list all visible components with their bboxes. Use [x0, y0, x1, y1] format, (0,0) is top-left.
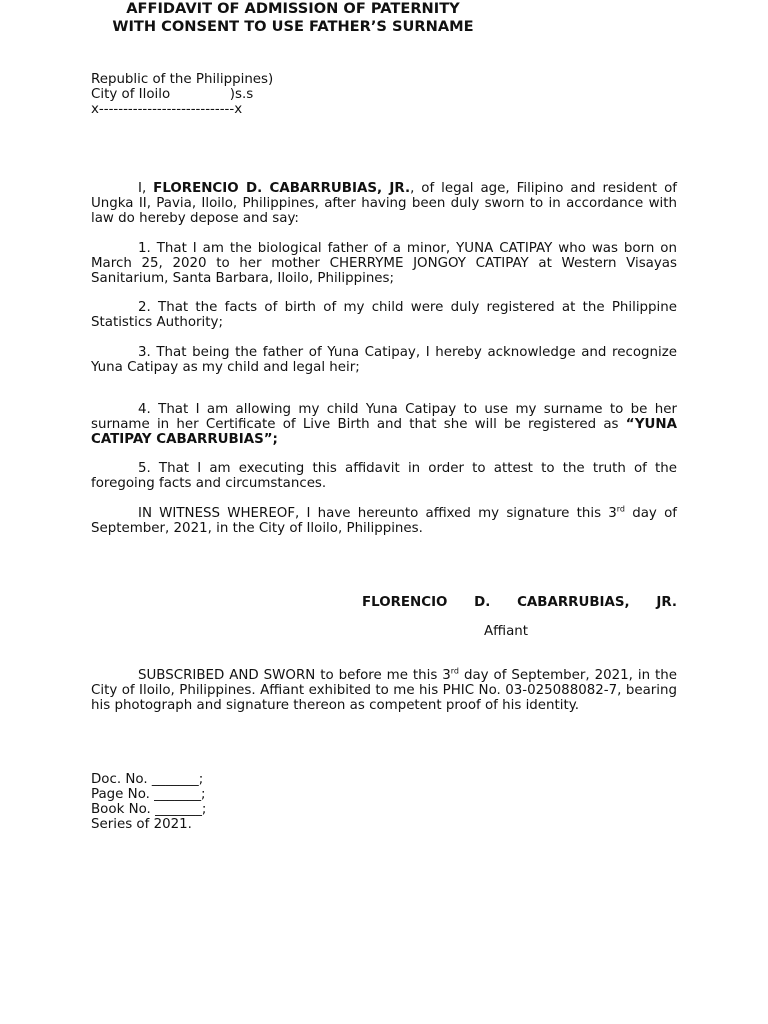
paragraph-4: 4. That I am allowing my child Yuna Catipay to use my surname to be her surname in her Certificate of Live Birth and that she will be registered as “YUNA CATIPAY CABARRUBIAS”; [91, 402, 677, 447]
witness-paragraph: IN WITNESS WHEREOF, I have hereunto affixed my signature this 3rd day of September, 2021, in the City of Iloilo, Philippines. [91, 504, 677, 536]
page-number: Page No. _______; [91, 787, 206, 802]
affiant-name-inline: FLORENCIO D. CABARRUBIAS, JR. [153, 181, 411, 196]
title-line-2: WITH CONSENT TO USE FATHER’S SURNAME [112, 18, 474, 35]
venue-block [91, 72, 351, 117]
registered-name: “YUNA CATIPAY CABARRUBIAS”; [91, 417, 677, 447]
intro-rest: , of legal age, Filipino and resident of Ungka II, Pavia, Iloilo, Philippines, after having been duly sworn to in accordance with law do hereby depose and say: [91, 181, 677, 226]
affiant-label: Affiant [484, 624, 529, 639]
jurat-paragraph: SUBSCRIBED AND SWORN to before me this 3rd day of September, 2021, in the City of Iloilo, Philippines. Affiant exhibited to me his PHIC No. 03-025088082-7, bearing his photograph and signature thereon as competent proof of his identity. [91, 666, 677, 713]
affiant-signature-name: FLORENCIO D. CABARRUBIAS, JR. [362, 595, 677, 610]
intro-paragraph [91, 181, 677, 226]
doc-number: Doc. No. _______; [91, 772, 204, 787]
intro-prefix: I, [138, 181, 154, 196]
book-number: Book No. _______; [91, 802, 207, 817]
series-year: Series of 2021. [91, 817, 192, 832]
venue-city: City of Iloilo )s.s [91, 87, 254, 102]
paragraph-2: 2. That the facts of birth of my child were duly registered at the Philippine Statistics Authority; [91, 300, 677, 330]
title-line-1: AFFIDAVIT OF ADMISSION OF PATERNITY [126, 0, 460, 17]
notarial-register [91, 772, 351, 832]
paragraph-5: 5. That I am executing this affidavit in order to attest to the truth of the foregoing facts and circumstances. [91, 461, 677, 491]
paragraph-1: 1. That I am the biological father of a minor, YUNA CATIPAY who was born on March 25, 2020 to her mother CHERRYME JONGOY CATIPAY at Western Visayas Sanitarium, Santa Barbara, Iloilo, Philippines; [91, 241, 677, 286]
document-title [0, 0, 586, 36]
venue-divider: x----------------------------x [91, 102, 243, 117]
venue-republic: Republic of the Philippines) [91, 72, 274, 87]
paragraph-3: 3. That being the father of Yuna Catipay, I hereby acknowledge and recognize Yuna Catipay as my child and legal heir; [91, 345, 677, 375]
